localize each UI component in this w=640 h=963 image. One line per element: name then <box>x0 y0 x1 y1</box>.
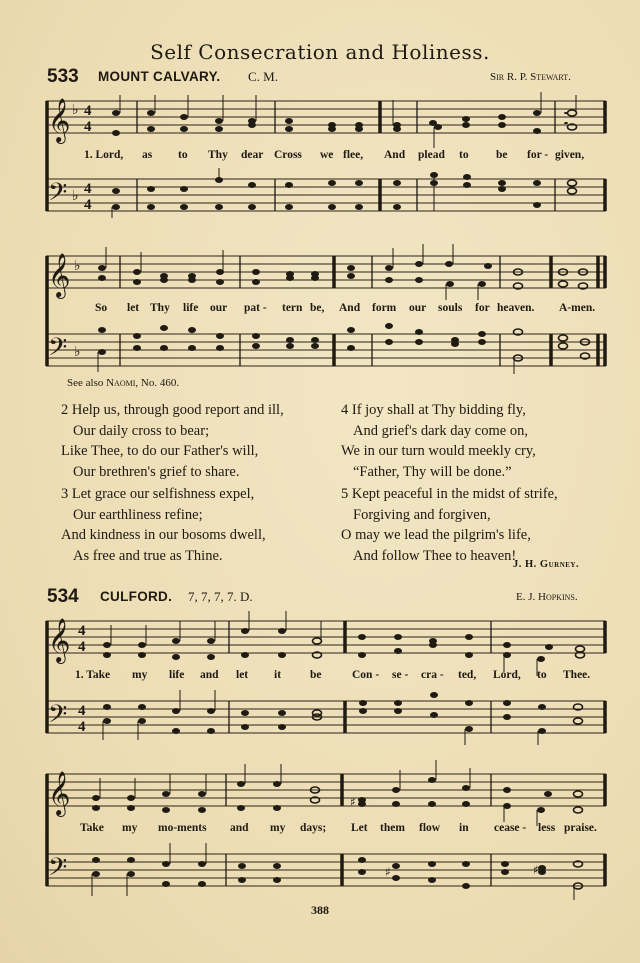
lyric-word: souls <box>438 302 463 314</box>
lyric-word: be, <box>310 302 325 314</box>
lyric-word: tern <box>282 302 303 314</box>
verse-line: And follow Thee to heaven! <box>353 547 517 564</box>
verse-5 <box>341 484 558 566</box>
lyric-word: life <box>183 302 199 314</box>
lyric-word: flee, <box>343 149 364 161</box>
svg-text:♭: ♭ <box>72 102 79 118</box>
svg-text:4: 4 <box>78 719 86 735</box>
lyric-word: to <box>537 669 547 681</box>
verse-line: “Father, Thy will be done.” <box>353 463 512 480</box>
lyrics-system-4 <box>0 822 640 838</box>
svg-text:4: 4 <box>84 181 92 197</box>
cross-ref-prefix: See also <box>67 377 107 389</box>
verse-line: O may we lead the pilgrim's life, <box>341 527 531 543</box>
lyric-word: And <box>384 149 406 161</box>
verse-number: 4 <box>341 402 349 418</box>
lyric-word: be <box>496 149 508 161</box>
lyric-word: Let <box>351 822 368 834</box>
verse-line: Kept peaceful in the midst of strife, <box>351 486 558 502</box>
lyric-word: to <box>178 149 188 161</box>
lyric-word: and <box>230 822 249 834</box>
svg-text:♯: ♯ <box>533 863 539 877</box>
svg-text:4: 4 <box>84 197 92 213</box>
lyric-word: dear <box>241 149 264 161</box>
cross-ref-suffix: , No. 460. <box>135 377 180 389</box>
meter: C. M. <box>248 69 278 84</box>
lyric-word: Thy <box>208 149 228 161</box>
svg-text:𝄢: 𝄢 <box>48 700 68 735</box>
lyric-word: we <box>320 149 334 161</box>
lyric-word: my <box>132 669 148 681</box>
lyric-word: Lord, <box>493 669 521 681</box>
lyric-word: heaven. <box>497 302 535 314</box>
lyric-word: be <box>310 669 322 681</box>
lyric-word: life <box>169 669 185 681</box>
svg-text:♭: ♭ <box>72 188 79 204</box>
lyrics-system-3 <box>0 669 640 685</box>
svg-text:𝄞: 𝄞 <box>48 618 71 662</box>
svg-text:♭: ♭ <box>74 344 81 360</box>
tune-name: CULFORD. <box>100 589 173 604</box>
lyric-word: form <box>372 302 397 314</box>
verse-number: 2 <box>61 402 69 418</box>
lyric-word: cra - <box>421 669 444 681</box>
verse-number: 5 <box>341 486 349 502</box>
lyric-word: flow <box>419 822 441 834</box>
lyric-word: se - <box>392 669 409 681</box>
verse-line: Our daily cross to bear; <box>73 422 210 439</box>
svg-text:𝄞: 𝄞 <box>48 253 71 297</box>
lyric-word: mo-ments <box>158 822 207 834</box>
verse-line: We in our turn would meekly cry, <box>341 443 536 459</box>
composer: E. J. Hopkins. <box>516 591 578 603</box>
lyric-word: Thy <box>150 302 170 314</box>
svg-text:4: 4 <box>78 623 86 639</box>
lyric-word: And <box>339 302 361 314</box>
tune-name: MOUNT CALVARY. <box>98 69 221 84</box>
verse-line: Our brethren's grief to share. <box>73 463 240 480</box>
verse-line: Let grace our selfishness expel, <box>71 486 255 502</box>
verse-line: And kindness in our bosoms dwell, <box>61 527 266 543</box>
verse-3 <box>61 484 266 566</box>
svg-text:♯: ♯ <box>350 795 356 809</box>
lyric-word: Cross <box>274 149 302 161</box>
lyric-word: cease - <box>494 822 527 834</box>
svg-text:♯: ♯ <box>385 865 391 879</box>
svg-text:𝄢: 𝄢 <box>48 853 68 888</box>
hymn-number: 533 <box>47 66 79 87</box>
lyric-word: let <box>236 669 249 681</box>
svg-text:4: 4 <box>78 639 86 655</box>
svg-text:𝄢: 𝄢 <box>48 333 68 368</box>
verse-line: If joy shall at Thy bidding fly, <box>351 402 526 418</box>
lyric-word: as <box>142 149 153 161</box>
lyric-word: A-men. <box>559 302 596 314</box>
verse-line: As free and true as Thine. <box>73 547 223 564</box>
meter: 7, 7, 7, 7. D. <box>188 589 253 604</box>
verse-line: And grief's dark day come on, <box>353 422 528 439</box>
verse-line: Like Thee, to do our Father's will, <box>61 443 259 459</box>
lyric-word: my <box>270 822 286 834</box>
composer: Sir R. P. Stewart. <box>490 71 571 83</box>
svg-text:𝄢: 𝄢 <box>48 178 68 213</box>
lyric-word: praise. <box>564 822 597 834</box>
lyric-word: it <box>274 669 282 681</box>
lyric-word: our <box>210 302 228 314</box>
lyric-word: to <box>459 149 469 161</box>
verse-line: Forgiving and forgiven, <box>353 506 491 523</box>
svg-text:♭: ♭ <box>74 258 81 274</box>
lyric-word: ted, <box>458 669 477 681</box>
hymn-number: 534 <box>47 586 79 607</box>
cross-ref-tune[interactable]: Naomi <box>106 377 136 389</box>
lyric-word: days; <box>300 822 327 834</box>
verse-line: Our earthliness refine; <box>73 506 203 523</box>
lyrics-system-2 <box>0 302 640 318</box>
verse-2 <box>61 400 284 482</box>
hymn-author: J. H. Gurney. <box>513 559 580 570</box>
svg-text:𝄞: 𝄞 <box>48 98 71 142</box>
lyric-word: pat - <box>244 302 267 314</box>
verse-line: Help us, through good report and ill, <box>71 402 284 418</box>
lyric-word: Thee. <box>563 669 591 681</box>
section-title: Self Consecration and Holiness. <box>150 40 490 64</box>
lyric-word: my <box>122 822 138 834</box>
verse-4 <box>341 400 536 482</box>
lyric-word: given, <box>555 149 585 161</box>
page-number: 388 <box>311 903 329 917</box>
verse-number: 3 <box>61 486 69 502</box>
lyric-word: for - <box>527 149 549 161</box>
lyric-word: in <box>459 822 469 834</box>
lyric-word: let <box>127 302 140 314</box>
svg-text:4: 4 <box>84 103 92 119</box>
svg-text:4: 4 <box>78 703 86 719</box>
svg-text:4: 4 <box>84 119 92 135</box>
lyric-word: Take <box>80 822 104 834</box>
lyric-word: 1. Lord, <box>84 149 124 161</box>
lyrics-system-1 <box>0 149 640 165</box>
lyric-word: for <box>475 302 490 314</box>
lyric-word: and <box>200 669 219 681</box>
lyric-word: our <box>409 302 427 314</box>
lyric-word: them <box>380 822 405 834</box>
lyric-word: 1. Take <box>75 669 111 681</box>
svg-text:𝄞: 𝄞 <box>48 771 71 815</box>
lyric-word: plead <box>418 149 445 161</box>
lyric-word: less <box>538 822 556 834</box>
lyric-word: Con - <box>352 669 380 681</box>
lyric-word: So <box>95 302 108 314</box>
cross-reference <box>67 377 179 389</box>
